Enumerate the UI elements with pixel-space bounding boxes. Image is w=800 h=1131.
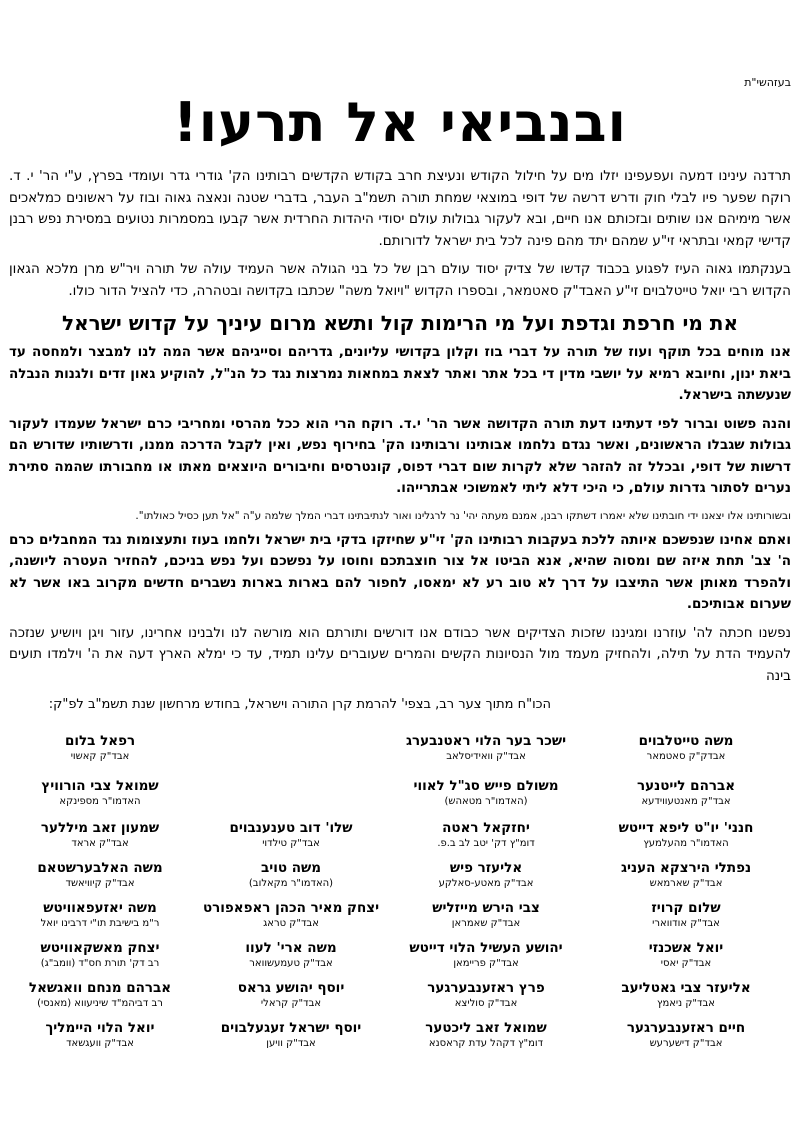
paragraph-2: בענקתמו גאוה העיז לפגוע בכבוד קדשו של צדיק יסוד עולם רבן של כל בני הגולה אשר העמיד עולה של תורה ויר"ש מרן מלכא הגאון הקדוש רבי יואל טייטלבוים זי"ע האבד"ק סאטמאר, ובספרו הקדוש "ויואל משה" שכתבו בקדושה ובטהרה, כדי להציל הדור כולו. (9, 261, 791, 299)
signatory-title: אבד"ק וויען (266, 1037, 316, 1049)
signatory-title: אבד"ק שארמאש (649, 877, 723, 889)
signatory-name: משה טויב (261, 859, 321, 876)
signatory-name: יחזקאל ראטה (442, 819, 530, 836)
signature-entry (9, 1015, 191, 1055)
signatory-title: (האדמו"ר מקאלוב) (248, 877, 334, 889)
signatory-name: יואל הלוי היימליך (45, 1019, 155, 1036)
signatory-name: שמעון זאב מיללער (40, 819, 160, 836)
signature-entry (391, 975, 581, 1015)
signature-entry (391, 815, 581, 855)
signature-entry (581, 975, 791, 1015)
signature-entry (391, 771, 581, 815)
signatory-name: משה טייטלבוים (638, 732, 734, 749)
signatory-name: משה יאזעפאוויטש (43, 899, 157, 916)
signatory-title: אבד"ק סוליצא (454, 997, 518, 1009)
signatory-title: אבד"ק יאסי (660, 957, 712, 969)
paragraph-3: אנו מוחים בכל תוקף ועוז של תורה על דברי בוז וקלון בקדושי עליונים, גדריהם וסייגיהם אשר המה לנו למבצר ולמחסה עד ביאת ינון, וחיובא רמיא על יושבי מדין די בכל אתר ואתר לצאת במחאות נמרצות נגד כל הנ"ל, להוקיע גאון זדים ולגנות הנבלה שנעשתה בישראל. (9, 344, 791, 404)
signatory-name: משה האלבערשטאם (37, 859, 163, 876)
signature-entry (191, 1015, 391, 1055)
signatory-name: שלו' דוב טענענבוים (229, 819, 353, 836)
signature-entry (9, 975, 191, 1015)
signatory-title: דומ"ץ דקהל עדת קראסנא (428, 1037, 544, 1049)
signatory-title: אבד"ק מאנטעווידעא (641, 795, 731, 807)
signatory-name: צבי הירש מייזליש (432, 899, 540, 916)
signatory-name: ישכר בער הלוי ראטנבערג (405, 732, 567, 749)
signatory-name: משה ארי' לעוו (245, 939, 337, 956)
signatory-name: יצחק מאיר הכהן ראפאפורט (202, 899, 380, 916)
signature-entry (581, 725, 791, 771)
signature-entry (581, 935, 791, 975)
paragraph-5: ובשורותינו אלו יצאנו ידי חובתינו שלא יאמרו דשתקו רבנן, אמנם מעתה יהי' נר לרגלינו ואור לנתיבתינו דברי המלך שלמה ע"ה "אל תען כסיל כאולתו". (135, 509, 791, 522)
signatory-name: חנני' יו"ט ליפא דייטש (618, 819, 754, 836)
paragraph-4: והנה פשוט וברור לפי דעתינו דעת תורה הקדושה אשר הר' י.ד. רוקח הרי הוא ככל מהרסי ומחריבי כרם ישראל שעמדו לעקור גבולות שגבלו הראשונים, ואשר נגדם נלחמו אבותינו ורבותינו הק' בחירוף נפש, ואין לקבל הדרכה ממנו, ודרשותיו שדורש הם דרשות של דופי, ובכלל זה להזהר שלא לקרות שום דברי דפוס, קונטרסים וחיבורים היוצאים מאתו או מחבורתו שהמה סתירת נערים לסתור גדרות עולם, כי היכי דלא ליתי לאמשוכי אבתרייהו. (9, 415, 791, 497)
signatory-title: אבד"ק וואידיסלאב (446, 750, 526, 762)
signatory-name: יהושע העשיל הלוי דייטש (409, 939, 563, 956)
signatures-grid (9, 725, 791, 1055)
signature-entry (391, 1015, 581, 1055)
signature-entry (191, 975, 391, 1015)
signatory-title: האדמו"ר מהעלמעץ (643, 837, 729, 849)
signatory-name: שמואל זאב ליכטער (425, 1019, 547, 1036)
signatory-name: אברהם מנחם וואגשאל (28, 979, 172, 996)
signatory-title: (האדמו"ר מטאהש) (444, 795, 528, 807)
signature-entry (191, 815, 391, 855)
paragraph-1: תרדנה עינינו דמעה ועפעפינו יזלו מים על חילול הקודש ונעיצת חרב בקודש הקדשים רבותינו הק' גודרי גדר ועומדי בפרץ, ע"י הר' י. ד. רוקח שפער פיו לבלי חוק ודרש דרשה של דופי במוצאי שמחת תורה תשמ"ב העבר, בדברי שטנה ונאצה גאוה ובוז על ראשונים כמלאכים אשר מימיהם אנו שותים ובזכותם אנו חיים, ובא לעקור גבולות עולם יסודי היהדות החרדית אשר קבעו במסמרות נטועים במסירת נפש רבנן קדישי קמאי ובתראי זי"ע שמהם יתד מהם פינה לכל בית ישראל לדורותם. (9, 168, 791, 249)
signature-entry (191, 855, 391, 895)
signatory-title: אבד"ק אודווארי (652, 917, 720, 929)
signatory-title: אבד"ק מאטע-סאלקע (438, 877, 534, 889)
signatory-name: יוסף יהושע גראס (237, 979, 345, 996)
signatory-name: שמואל צבי הורוויץ (41, 777, 159, 794)
signatory-title: אבד"ק טעמעשוואר (249, 957, 333, 969)
signatory-title: רב דביהמ"ד שיניעווא (מאנסי) (37, 997, 163, 1009)
signatory-title: אבד"ק קראלי (260, 997, 322, 1009)
signature-entry (581, 895, 791, 935)
signature-entry (391, 725, 581, 771)
signature-entry (9, 771, 191, 815)
signatory-name: שלום קרויז (651, 899, 721, 916)
signatory-name: אליעזר פיש (449, 859, 523, 876)
signatory-title: אבד"ק וועגשאד (66, 1037, 134, 1049)
signature-entry (581, 771, 791, 815)
signatory-name: רפאל בלום (64, 732, 136, 749)
signature-entry (191, 895, 391, 935)
signatory-name: יוסף ישראל זעגעלבוים (220, 1019, 362, 1036)
signatory-title: דומ"ץ דק' יטב לב ב.פ. (437, 837, 535, 849)
paragraph-6: ואתם אחינו שנפשכם איותה ללכת בעקבות רבותינו הק' זי"ע שחיזקו בדקי בית ישראל ולחמו בעוז ותעצומות נגד המחבלים כרם ה' צב' תחת איזה שם ומסוה שהיא, אנא הביטו אל צור חוצבתכם וחוסו על נפשכם ועל נפש בניכם, להחזיר העטרה ליושנה, ולהפרד מאותן אשר התיצבו על דרך לא טוב רע לא ימאסו, לחפור להם בארות בארות נשברים חדשים מקרוב באו אשר לא שערום אבותיכם. (9, 531, 791, 613)
signatory-title: אבד"ק קאשוי (70, 750, 130, 762)
signatory-name: אברהם לייטנער (636, 777, 736, 794)
signature-entry (191, 935, 391, 975)
signature-entry (581, 855, 791, 895)
signatory-title: אבדק"ק סאטמאר (646, 750, 726, 762)
signatory-title: רב דק' תורת חס"ד (וומב"ג) (40, 957, 160, 969)
signature-entry (9, 935, 191, 975)
signatory-title: אבד"ק פריימאן (453, 957, 519, 969)
signatory-title: ר"מ בישיבת תו"י דרבינו יואל (40, 917, 160, 929)
signatory-title: אבד"ק שאמראן (451, 917, 521, 929)
signatory-name: יצחק מאשקאוויטש (40, 939, 160, 956)
signature-entry (391, 855, 581, 895)
signatory-title: אבד"ק טילדוי (262, 837, 320, 849)
signature-entry (581, 1015, 791, 1055)
signatory-title: אבד"ק דישערעש (649, 1037, 723, 1049)
signature-entry (9, 855, 191, 895)
signatory-name: נפתלי הירצקא העניג (620, 859, 752, 876)
signature-entry (391, 895, 581, 935)
date-line: הכו"ח מתוך צער רב, בצפי' להרמת קרן התורה וישראל, בחודש מרחשון שנת תשמ"ב לפ"ק: (48, 697, 551, 713)
page-title: ובנביאי אל תרעו! (172, 91, 628, 154)
signatory-name: יואל אשכנזי (648, 939, 724, 956)
signature-entry (9, 725, 191, 771)
signatory-name: משולם פייש סג"ל לאווי (413, 777, 559, 794)
signature-entry (391, 935, 581, 975)
signatory-title: האדמו"ר מספינקא (59, 795, 141, 807)
signatory-title: אבד"ק ניאמץ (657, 997, 715, 1009)
signatory-name: חיים ראזענבערגער (626, 1019, 746, 1036)
signatory-title: אבד"ק אראד (71, 837, 129, 849)
signatory-title: אבד"ק טראג (263, 917, 319, 929)
signatory-name: פרץ ראזענבערגער (427, 979, 545, 996)
signatory-name: אליעזר צבי גאטליעב (621, 979, 751, 996)
paragraph-7: נפשנו חכתה לה' עוזרנו ומגיננו שזכות הצדיקים אשר כבודם אנו דורשים ותורתם הוא מורשה לנו ולבנינו אחרינו, עזור ויגן ויושיע שנזכה להעמיד הדת על תילה, ולהחזיק מעמד מול הנסיונות הקשים והמרים שעוברים עלינו תמיד, עד כי ימלא הארץ דעה את ה' וילמדו תועים בינה (9, 624, 791, 684)
signature-entry (9, 815, 191, 855)
subtitle: את מי חרפת וגדפת ועל מי הרימות קול ותשא מרום עיניך על קדוש ישראל (61, 311, 739, 336)
signature-entry (581, 815, 791, 855)
signatory-title: אבד"ק קיוויאשד (65, 877, 135, 889)
signature-entry (9, 895, 191, 935)
header-bsd: בעזהשי"ת (744, 76, 791, 89)
